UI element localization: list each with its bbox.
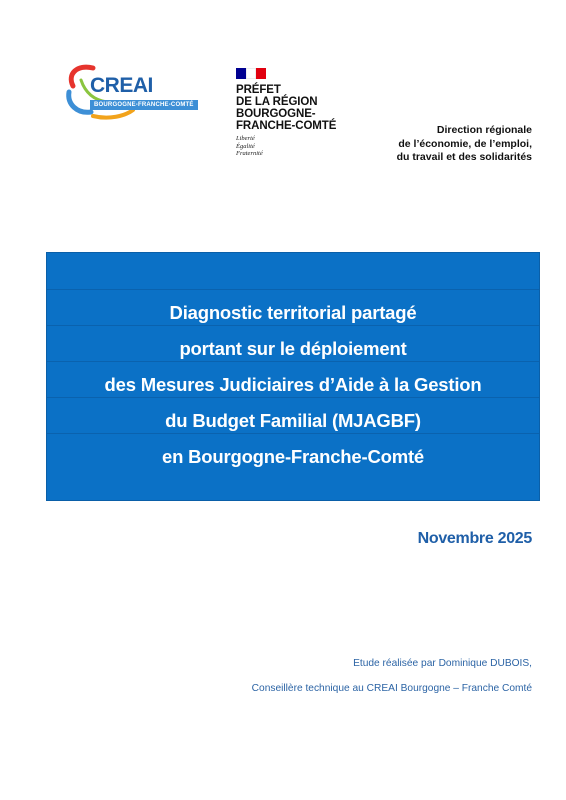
prefet-title: [236, 84, 366, 132]
title-line: des Mesures Judiciaires d’Aide à la Gestion: [104, 374, 482, 395]
prefet-title-line: PRÉFET: [236, 84, 281, 96]
title-line: en Bourgogne-Franche-Comté: [161, 446, 425, 467]
prefet-title-line: DE LA RÉGION: [236, 96, 318, 108]
title-line: du Budget Familial (MJAGBF): [165, 410, 421, 431]
prefet-title-line: FRANCHE-COMTÉ: [236, 120, 337, 132]
publication-date: Novembre 2025: [417, 530, 532, 547]
author-credit: [252, 651, 532, 701]
document-title: [47, 295, 539, 475]
motto-line: Égalité: [236, 142, 255, 150]
direction-line: Direction régionale: [436, 124, 532, 136]
title-line: portant sur le déploiement: [179, 338, 407, 359]
motto-line: Fraternité: [236, 150, 263, 157]
marianne-flag-icon: [236, 66, 272, 80]
flag-red: [256, 68, 266, 79]
title-line: Diagnostic territorial partagé: [169, 302, 417, 323]
prefet-title-line: BOURGOGNE-: [236, 108, 316, 120]
prefet-logo: [236, 66, 366, 158]
direction-line: de l’économie, de l’emploi,: [398, 137, 532, 150]
table-rule: [47, 289, 539, 290]
credit-line: Etude réalisée par Dominique DUBOIS,: [353, 658, 532, 669]
republic-motto: [236, 135, 366, 158]
direction-regionale: [360, 124, 532, 165]
title-box: [46, 252, 540, 501]
creai-logo-band: BOURGOGNE-FRANCHE-COMTÉ: [90, 100, 198, 110]
flag-white: [246, 68, 256, 79]
creai-logo: [63, 60, 194, 124]
credit-line: Conseillère technique au CREAI Bourgogne – Franche Comté: [251, 683, 532, 694]
creai-logo-text: CREAI: [90, 74, 153, 97]
motto-line: Liberté: [236, 135, 255, 142]
flag-blue: [236, 68, 246, 79]
direction-line: du travail et des solidarités: [396, 151, 532, 163]
